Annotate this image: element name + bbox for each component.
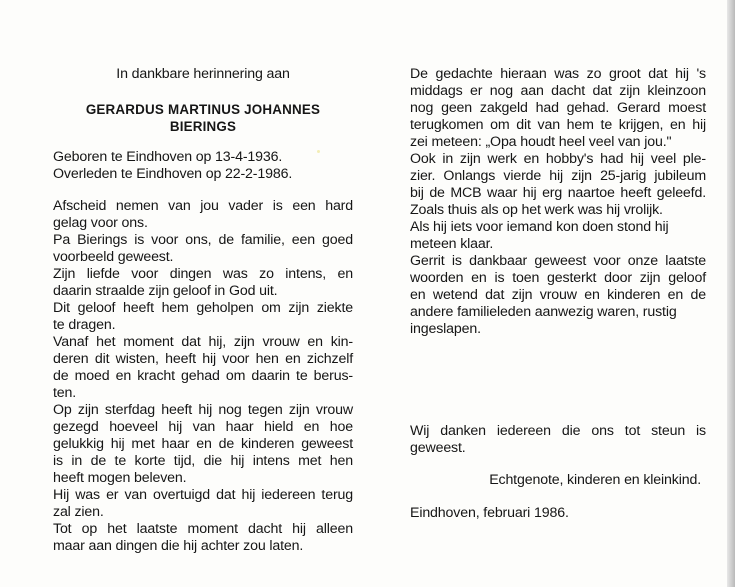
text-line: Op zijn sterfdag heeft hij nog tegen zijn vrouw <box>53 402 353 418</box>
text-line: Zoals thuis als op het werk was hij vrolijk. <box>410 202 663 218</box>
text-line: andere familieleden aanwezig waren, rustig <box>410 304 677 320</box>
left-body-text <box>53 198 353 555</box>
text-line: te dragen. <box>53 317 116 333</box>
text-line: zal zien. <box>53 504 104 520</box>
card-edge-shadow <box>727 0 735 587</box>
right-body-text <box>410 66 706 338</box>
text-line: gelag voor ons. <box>53 215 148 231</box>
text-line: terugkomen om dit van hem te krijgen, en hij <box>410 117 706 133</box>
intro-text: In dankbare herinnering aan <box>116 66 290 82</box>
text-line: De gedachte hieraan was zo groot dat hij 's <box>410 66 706 82</box>
text-line: de moed en kracht gehad om daarin te berus- <box>53 368 353 384</box>
text-line: Pa Bierings is voor ons, de familie, een goed <box>53 232 353 248</box>
text-line: woorden en is toen gesterkt door zijn geloof <box>410 270 706 286</box>
text-line: en wetend dat zijn vrouw en kinderen en de <box>410 287 706 303</box>
text-line: zier. Onlangs vierde hij zijn 25-jarig jubileum <box>410 168 706 184</box>
text-line: Tot op het laatste moment dacht hij alleen <box>53 521 353 537</box>
text-line: Ook in zijn werk en hobby's had hij veel ple- <box>410 151 706 167</box>
text-line: nog geen zakgeld had gehad. Gerard moest <box>410 100 706 116</box>
deceased-name <box>46 101 360 135</box>
text-line: is in de te korte tijd, die hij intens met hen <box>53 453 353 469</box>
text-line: heeft mogen beleven. <box>53 470 187 486</box>
text-line: Zijn liefde voor dingen was zo intens, en <box>53 266 353 282</box>
text-line: daarin straalde zijn geloof in God uit. <box>53 283 278 299</box>
text-line: geweest. <box>410 440 466 456</box>
text-line: ten. <box>53 385 77 401</box>
text-line: Afscheid nemen van jou vader is een hard <box>53 198 353 214</box>
text-line: Als hij iets voor iemand kon doen stond hij <box>410 219 669 235</box>
name-line: GERARDUS MARTINUS JOHANNES <box>85 102 321 117</box>
text-line: deren dit wisten, heeft hij voor hen en zichzelf <box>53 351 353 367</box>
name-line: BIERINGS <box>169 119 237 134</box>
text-line: Vanaf het moment dat hij, zijn vrouw en kin- <box>53 334 353 350</box>
place-and-date: Eindhoven, februari 1986. <box>410 505 569 521</box>
text-line: gezegd hoeveel hij van haar hield en hoe <box>53 419 353 435</box>
text-line: Dit geloof heeft hem geholpen om zijn ziekte <box>53 300 353 316</box>
text-line: Wij danken iedereen die ons tot steun is <box>410 423 706 439</box>
text-line: voorbeeld geweest. <box>53 249 174 265</box>
thanks-text <box>410 423 706 457</box>
text-line: Hij was er van overtuigd dat hij iedereen terug <box>53 487 353 503</box>
text-line: zei meteen: „Opa houdt heel veel van jou." <box>410 134 672 150</box>
life-dates <box>53 149 353 183</box>
text-line: Gerrit is dankbaar geweest voor onze laatste <box>410 253 706 269</box>
text-line: ingeslapen. <box>410 321 481 337</box>
death-date-line: Overleden te Eindhoven op 22-2-1986. <box>53 166 293 182</box>
text-line: maar aan dingen die hij achter zou laten. <box>53 538 304 554</box>
family-signature: Echtgenote, kinderen en kleinkind. <box>489 472 701 488</box>
text-line: meteen klaar. <box>410 236 494 252</box>
text-line: middags er nog aan dacht dat zijn kleinzoon <box>410 83 706 99</box>
text-line: gelukkig hij met haar en de kinderen geweest <box>53 436 353 452</box>
text-line: bij de MCB waar hij erg naartoe heeft geleefd. <box>410 185 706 201</box>
birth-date-line: Geboren te Eindhoven op 13-4-1936. <box>53 149 283 165</box>
